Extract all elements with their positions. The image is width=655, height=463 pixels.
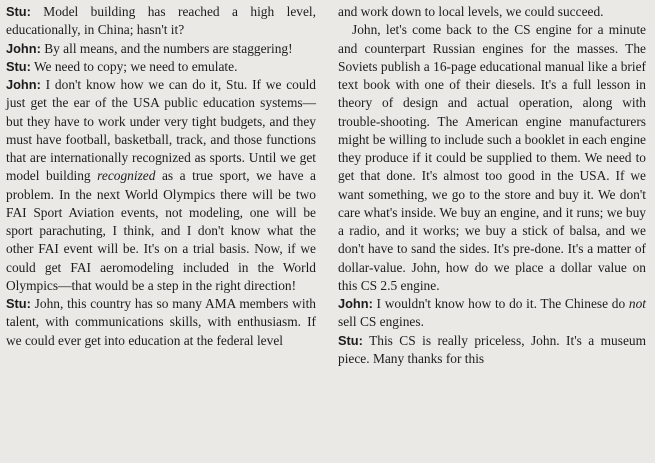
speaker-label: Stu:: [338, 332, 363, 348]
paragraph-text: Model building has reached a high level, educationally, in China; hasn't it?: [6, 4, 316, 38]
interview-paragraph: [6, 76, 316, 295]
interview-paragraph: [6, 3, 316, 40]
interview-paragraph: [6, 58, 316, 76]
paragraph-text: sell CS engines.: [338, 314, 424, 330]
interview-paragraph: [338, 3, 646, 21]
interview-paragraph: [6, 40, 316, 58]
speaker-label: John:: [6, 40, 41, 56]
paragraph-text: as a true sport, we have a problem. In the next World Olympics there will be two FAI Sport Aviation events, not modeling, one will be sport parachuting, I think, and I don't know what the other FAI event will be. It's on a trial basis. Now, if we could get FAI aeromodeling included in the World Olympics—that would be a step in the right direction!: [6, 168, 316, 293]
emphasized-text: not: [628, 296, 646, 311]
paragraph-text: This CS is really priceless, John. It's a museum piece. Many thanks for this: [338, 332, 646, 366]
paragraph-text: John, let's come back to the CS engine for a minute and counterpart Russian engines for the masses. The Soviets publish a 16-page educational manual like a brief text book with one of their diesels. It's a full lesson in theory of design and actual operation, along with trouble-shooting. The American engine manufacturers might be willing to include such a booklet in each engine they produce if it could be supplied to them. We need to get that done. It's almost too good in the USA. If we want something, we go to the store and buy it. We don't care what's inside. We buy an engine, and it runs; we buy a radio, and it works; we buy a stick of balsa, and we don't have to sand the sides. It's pre-done. It's a matter of dollar-value. John, how do we place a dollar value on this CS 2.5 engine.: [338, 22, 646, 293]
speaker-label: John:: [338, 296, 373, 311]
paragraph-text: I wouldn't know how to do it. The Chinese do: [372, 296, 629, 311]
paragraph-text: By all means, and the numbers are staggering!: [40, 40, 293, 56]
paragraph-text: I don't know how we can do it, Stu. If we could just get the ear of the USA public education systems—but they have to work under very tight budgets, and they must have football, basketball, track, and those functions that are internationally recognized as sports. Until we get model building: [6, 77, 316, 184]
speaker-label: Stu:: [6, 58, 31, 74]
speaker-label: Stu:: [6, 296, 31, 311]
paragraph-text: and work down to local levels, we could succeed.: [338, 4, 604, 19]
left-column: [6, 3, 316, 350]
interview-paragraph: [338, 21, 646, 295]
emphasized-text: recognized: [97, 168, 156, 184]
interview-paragraph: [6, 295, 316, 350]
right-column: [338, 3, 646, 368]
speaker-label: Stu:: [6, 4, 31, 19]
interview-paragraph: [338, 332, 646, 369]
speaker-label: John:: [6, 77, 41, 92]
interview-paragraph: [338, 295, 646, 332]
paragraph-text: John, this country has so many AMA members with talent, with communications skills, with enthusiasm. If we could ever get into education at the federal level: [6, 296, 316, 348]
paragraph-text: We need to copy; we need to emulate.: [30, 58, 238, 74]
